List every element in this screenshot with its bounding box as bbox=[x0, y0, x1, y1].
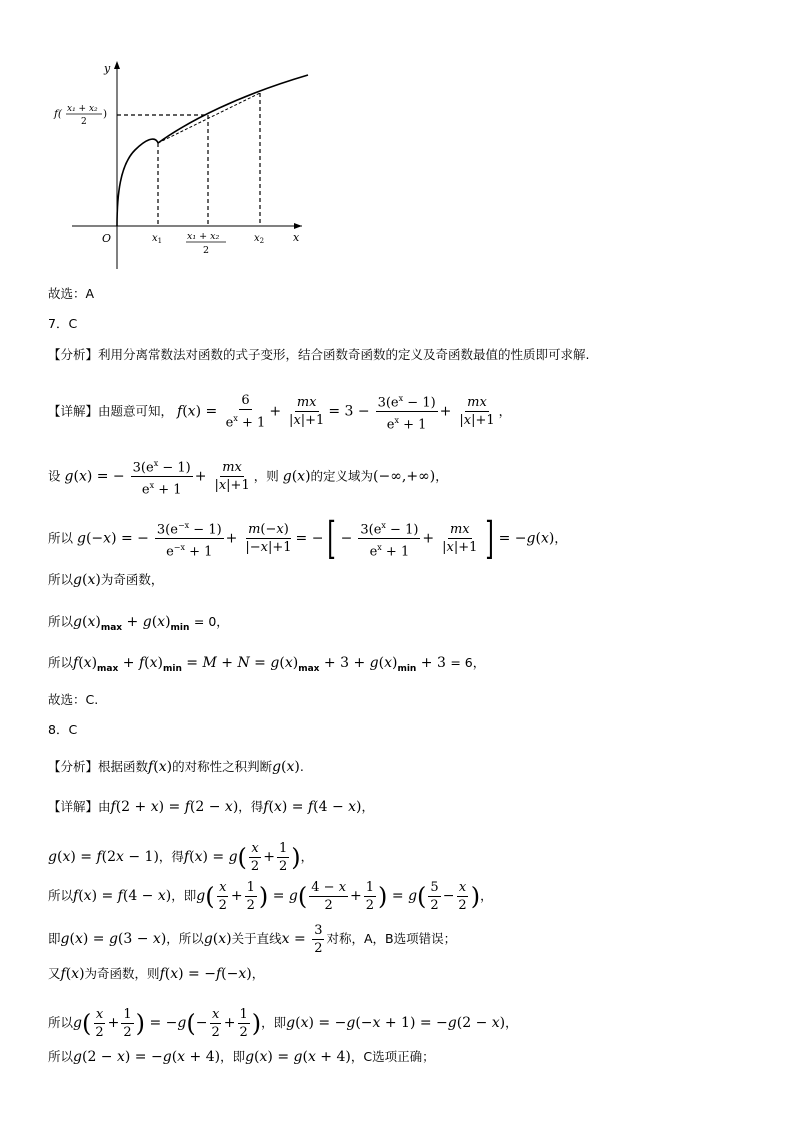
mid-numerator: x₁ + x₂ bbox=[187, 231, 220, 242]
answer-q6: 故选：A bbox=[48, 286, 95, 301]
origin-label: O bbox=[102, 232, 112, 245]
convex-function-graph bbox=[40, 55, 320, 280]
q7-odd: 所以g(x)为奇函数， bbox=[48, 572, 164, 588]
detail-tag: 【详解】 bbox=[48, 403, 99, 419]
q8-detail-line7: 所以g(2 − x) = −g(x + 4)，即g(x) = g(x + 4)，C选项正确； bbox=[48, 1049, 435, 1065]
x-axis-label: x bbox=[293, 231, 300, 244]
q8-detail-line1: 【详解】由f(2 + x) = f(2 − x)，得f(x) = f(4 − x)， bbox=[48, 799, 375, 815]
analysis-text: 利用分离常数法对函数的式子变形，结合函数奇函数的定义及奇函数最值的性质即可求解. bbox=[98, 347, 590, 362]
f-numerator: x₁ + x₂ bbox=[67, 104, 98, 114]
q8-detail-line2: g(x) = f(2x − 1)，得f(x) = g( $\frac{x}{2}$ + $\frac{1}{2}$ )， bbox=[48, 841, 314, 874]
analysis-tag: 【分析】 bbox=[48, 347, 99, 362]
q8-analysis: 【分析】根据函数f(x)的对称性之积判断g(x). bbox=[48, 759, 304, 775]
mid-denominator: 2 bbox=[203, 245, 210, 256]
q7-choose: 故选：C. bbox=[48, 692, 99, 707]
q8-title: 8．C bbox=[48, 722, 78, 737]
q8-detail-line5: 又f(x)为奇函数，则f(x) = −f(−x)， bbox=[48, 966, 265, 982]
q7-sum: 所以$g(x)_{max} + g(x)_{min} = 0$， bbox=[48, 614, 229, 633]
x1-label: $x_1$ bbox=[152, 233, 163, 245]
q7-result: 所以$f(x)_{max} + f(x)_{min} = M + N = g(x)_{max} + 3 + g(x)_{min} + 3 = 6$， bbox=[48, 655, 486, 674]
y-axis-label: y bbox=[104, 62, 111, 75]
q8-detail-line3: 所以f(x) = f(4 − x)，即g( $\frac{x}{2}$ + $\frac{1}{2}$ ) = g( $\frac{4 - x}{2}$ + $\frac{1}{2}$ ) = g( $\frac{5}{2}$ − $\frac{x}{2}$ )， bbox=[48, 880, 493, 913]
f-denominator: 2 bbox=[81, 117, 87, 127]
function-curve bbox=[117, 75, 308, 226]
q7-detail-line2: 设 g(x) = − $\frac{3(e^x - 1)}{e^x + 1}$ + $\frac{mx}{|x|+1}$ ，则 g(x)的定义域为(−∞,+∞)， bbox=[48, 455, 448, 499]
y-axis-arrow-icon bbox=[114, 61, 120, 69]
q7-detail-line3: 所以 g(−x) = − $\frac{3(e^{-x} - 1)}{e^{-x} + 1}$ + $\frac{m(-x)}{|-x|+1}$ = −[ − $\frac{3(e^x - 1)}{e^x + 1}$ + $\frac{mx}{|x|+1}$ ] = −g(x)， bbox=[48, 512, 567, 564]
x2-label: $x_2$ bbox=[254, 233, 265, 245]
q8-detail-line6: 所以g( $\frac{x}{2}$ + $\frac{1}{2}$ ) = −g(− $\frac{x}{2}$ + $\frac{1}{2}$ )，即g(x) = −g(−x + 1) = −g(2 − x)， bbox=[48, 1007, 518, 1040]
x-axis-arrow-icon bbox=[294, 223, 302, 229]
q8-detail-line4: 即g(x) = g(3 − x)，所以g(x)关于直线x = $\frac{3}{2}$ 对称，A，B选项错误； bbox=[48, 923, 457, 956]
q7-title: 7．C bbox=[48, 316, 78, 331]
q7-detail-line1: 【详解】由题意可知， f(x) = $\frac{6}{e^x + 1}$ + $\frac{mx}{|x|+1}$ = 3 − $\frac{3(e^x - 1)}{e^x + 1}$ + $\frac{mx}{|x|+1}$ ， bbox=[48, 390, 511, 434]
secant-line bbox=[158, 93, 260, 143]
q7-analysis bbox=[48, 345, 590, 365]
f-close-paren: ) bbox=[103, 108, 108, 120]
f-label: f( bbox=[54, 108, 62, 120]
